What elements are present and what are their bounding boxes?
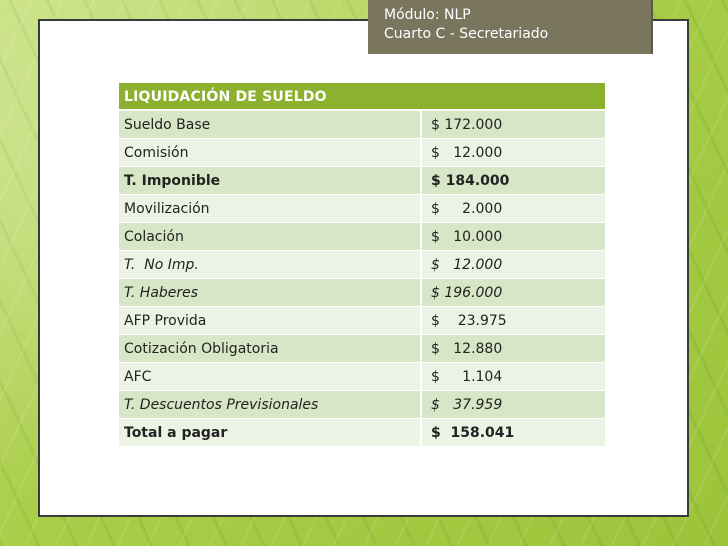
table-header-row bbox=[119, 83, 605, 110]
row-value: $ 12.880 bbox=[421, 335, 605, 363]
table-row-total-no-imponible bbox=[119, 251, 605, 279]
row-label: T. Descuentos Previsionales bbox=[119, 391, 421, 419]
row-value: $ 37.959 bbox=[421, 391, 605, 419]
table-row-total-a-pagar bbox=[119, 419, 605, 447]
table-row-colacion bbox=[119, 223, 605, 251]
table-row-sueldo-base bbox=[119, 110, 605, 139]
table-row-total-haberes bbox=[119, 279, 605, 307]
row-value: $ 172.000 bbox=[421, 110, 605, 139]
row-value: $ 184.000 bbox=[421, 167, 605, 195]
row-value: $ 12.000 bbox=[421, 251, 605, 279]
row-label: AFC bbox=[119, 363, 421, 391]
table-row-afc bbox=[119, 363, 605, 391]
row-label: Sueldo Base bbox=[119, 110, 421, 139]
table-row-descuentos-previsionales bbox=[119, 391, 605, 419]
row-value: $ 10.000 bbox=[421, 223, 605, 251]
row-label: T. Haberes bbox=[119, 279, 421, 307]
row-value: $ 12.000 bbox=[421, 139, 605, 167]
row-label: Movilización bbox=[119, 195, 421, 223]
table-row-comision bbox=[119, 139, 605, 167]
course-label: Cuarto C - Secretariado bbox=[384, 26, 549, 42]
row-value: $ 23.975 bbox=[421, 307, 605, 335]
module-header-box bbox=[368, 0, 653, 54]
salary-settlement-table bbox=[119, 83, 605, 447]
row-label: Colación bbox=[119, 223, 421, 251]
row-value: $ 1.104 bbox=[421, 363, 605, 391]
row-label: Comisión bbox=[119, 139, 421, 167]
row-value: $ 2.000 bbox=[421, 195, 605, 223]
table-title: LIQUIDACIÓN DE SUELDO bbox=[119, 83, 605, 110]
row-value: $ 158.041 bbox=[421, 419, 605, 447]
row-label: T. Imponible bbox=[119, 167, 421, 195]
table-row-total-imponible bbox=[119, 167, 605, 195]
row-label: AFP Provida bbox=[119, 307, 421, 335]
module-label: Módulo: NLP bbox=[384, 7, 471, 23]
table-row-movilizacion bbox=[119, 195, 605, 223]
table-row-afp-provida bbox=[119, 307, 605, 335]
row-label: Total a pagar bbox=[119, 419, 421, 447]
row-label: T. No Imp. bbox=[119, 251, 421, 279]
table-row-cotizacion-obligatoria bbox=[119, 335, 605, 363]
row-value: $ 196.000 bbox=[421, 279, 605, 307]
row-label: Cotización Obligatoria bbox=[119, 335, 421, 363]
